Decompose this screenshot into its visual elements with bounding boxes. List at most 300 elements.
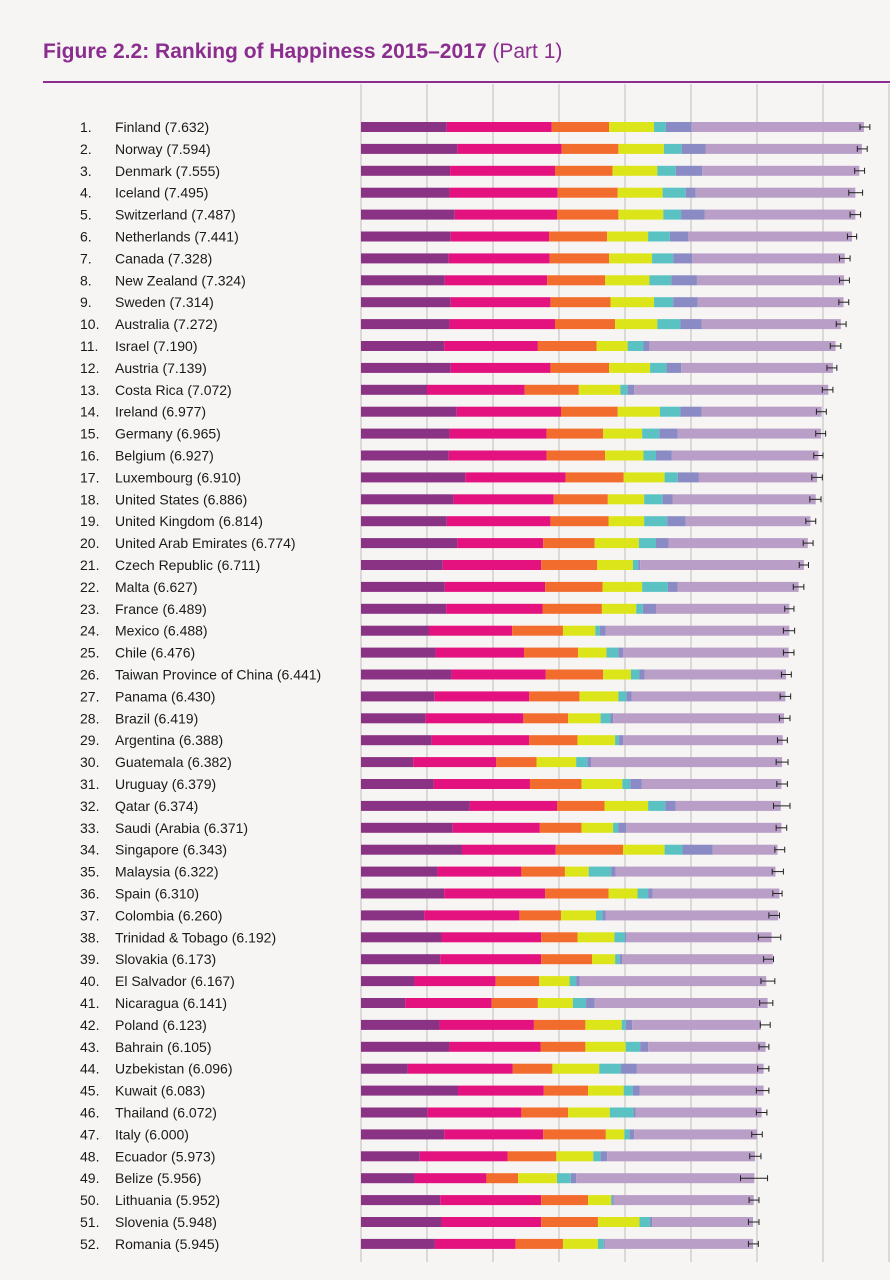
bar-segment — [538, 341, 597, 351]
bar-segment — [667, 363, 682, 373]
bar-segment — [541, 1217, 598, 1227]
bar-segment — [577, 735, 615, 745]
title-main: Figure 2.2: Ranking of Happiness 2015–2017 — [43, 40, 487, 63]
bar-segment — [628, 341, 644, 351]
bar-segment — [599, 1064, 621, 1074]
row-rank: 35. — [80, 863, 100, 880]
bar-segment — [630, 1129, 635, 1139]
bar-segment — [650, 1217, 652, 1227]
bar-segment — [438, 867, 522, 877]
bar-segment — [361, 232, 451, 242]
bar-segment — [541, 932, 577, 942]
bar-segment — [593, 1151, 600, 1161]
bar-segment — [361, 757, 413, 767]
bar-segment — [659, 429, 677, 439]
bar-segment — [529, 735, 577, 745]
bar-segment — [546, 429, 603, 439]
row-country-label: Argentina (6.388) — [115, 732, 224, 749]
bar-segment — [557, 210, 618, 220]
bar-segment — [636, 604, 643, 614]
bar-segment — [622, 1020, 626, 1030]
bar-segment — [657, 319, 680, 329]
bar-segment — [603, 910, 606, 920]
bar-segment — [633, 560, 638, 570]
bar-segment — [568, 1108, 610, 1118]
bar-row — [361, 1173, 754, 1183]
bar-segment — [610, 713, 613, 723]
bar-segment — [624, 1129, 629, 1139]
bar-row — [361, 889, 779, 899]
bar-segment — [606, 1129, 624, 1139]
bar-segment — [607, 232, 648, 242]
bar-segment — [673, 494, 816, 504]
row-rank: 33. — [80, 819, 100, 836]
bar-segment — [361, 670, 451, 680]
bar-segment — [361, 1020, 440, 1030]
bar-segment — [465, 472, 565, 482]
bar-segment — [457, 538, 543, 548]
bar-segment — [546, 670, 603, 680]
bar-segment — [449, 1042, 540, 1052]
bar-segment — [669, 538, 808, 548]
bar-segment — [361, 275, 445, 285]
bar-segment — [429, 626, 512, 636]
error-bars — [741, 124, 870, 1247]
bar-segment — [457, 144, 561, 154]
bar-row — [361, 319, 841, 329]
bar-segment — [450, 166, 555, 176]
bar-segment — [620, 954, 623, 964]
bar-segment — [644, 494, 662, 504]
bar-segment — [706, 144, 862, 154]
bar-segment — [440, 1020, 534, 1030]
bar-segment — [451, 670, 545, 680]
row-country-label: Italy (6.000) — [115, 1126, 189, 1143]
row-country-label: United Arab Emirates (6.774) — [115, 535, 296, 552]
bar-segment — [361, 626, 429, 636]
bar-segment — [630, 779, 641, 789]
bar-segment — [592, 954, 615, 964]
bar-segment — [541, 954, 592, 964]
bar-segment — [558, 188, 618, 198]
bar-segment — [587, 757, 591, 767]
bar-segment — [521, 867, 565, 877]
bar-segment — [361, 560, 443, 570]
bar-segment — [576, 1173, 754, 1183]
bar-segment — [603, 670, 631, 680]
bar-segment — [626, 932, 771, 942]
bar-segment — [607, 1151, 755, 1161]
bar-segment — [361, 144, 457, 154]
row-country-label: Finland (7.632) — [115, 119, 210, 135]
bar-segment — [628, 385, 635, 395]
bar-row — [361, 232, 852, 242]
bar-segment — [361, 1217, 442, 1227]
bar-segment — [585, 1020, 621, 1030]
bar-segment — [361, 1042, 449, 1052]
bar-segment — [667, 516, 685, 526]
bar-segment — [624, 472, 665, 482]
bar-segment — [444, 1129, 543, 1139]
row-country-label: Czech Republic (6.711) — [115, 557, 261, 573]
bar-segment — [361, 604, 446, 614]
bar-segment — [631, 670, 640, 680]
bar-segment — [579, 976, 766, 986]
bar-segment — [678, 429, 821, 439]
bar-segment — [486, 1173, 518, 1183]
bar-segment — [650, 363, 667, 373]
bar-segment — [523, 713, 568, 723]
bar-row — [361, 670, 786, 680]
row-country-label: Ireland (6.977) — [115, 403, 207, 420]
bar-row — [361, 757, 782, 767]
bar-segment — [623, 648, 789, 658]
row-rank: 11. — [80, 338, 99, 354]
bar-segment — [682, 845, 712, 855]
row-rank: 29. — [80, 732, 100, 749]
bar-segment — [570, 976, 577, 986]
bar-segment — [588, 1086, 624, 1096]
row-rank: 32. — [80, 797, 100, 814]
bar-segment — [640, 1217, 651, 1227]
bar-segment — [578, 648, 606, 658]
row-rank: 22. — [80, 578, 100, 595]
bar-segment — [652, 253, 673, 263]
bar-segment — [451, 232, 549, 242]
row-rank: 43. — [80, 1038, 100, 1055]
bar-segment — [697, 275, 844, 285]
bar-segment — [424, 910, 519, 920]
bar-segment — [612, 166, 657, 176]
bar-segment — [634, 1108, 636, 1118]
bar-segment — [654, 122, 666, 132]
bar-segment — [361, 735, 432, 745]
bar-segment — [618, 188, 663, 198]
bar-row — [361, 823, 781, 833]
bar-segment — [618, 691, 626, 701]
bar-segment — [615, 319, 657, 329]
bar-segment — [686, 188, 696, 198]
bar-segment — [561, 407, 618, 417]
row-country-label: Taiwan Province of China (6.441) — [115, 666, 322, 683]
bar-segment — [557, 1173, 571, 1183]
bar-row — [361, 648, 789, 658]
bar-segment — [541, 1042, 586, 1052]
bar-segment — [444, 889, 545, 899]
row-rank: 45. — [80, 1082, 100, 1099]
row-country-label: France (6.489) — [115, 600, 207, 617]
bar-segment — [547, 275, 605, 285]
bar-segment — [449, 188, 557, 198]
bar-segment — [614, 932, 625, 942]
bar-segment — [540, 823, 582, 833]
row-rank: 39. — [80, 951, 100, 968]
bar-segment — [606, 910, 778, 920]
bar-row — [361, 560, 804, 570]
bar-row — [361, 801, 781, 811]
row-rank: 12. — [80, 359, 100, 376]
row-country-label: New Zealand (7.324) — [115, 272, 246, 289]
bar-segment — [530, 779, 581, 789]
bar-segment — [620, 385, 627, 395]
row-rank: 15. — [80, 425, 100, 442]
bar-segment — [361, 954, 440, 964]
bar-segment — [609, 363, 650, 373]
bar-segment — [361, 385, 427, 395]
bar-row — [361, 472, 817, 482]
bar-segment — [678, 582, 799, 592]
bar-segment — [702, 319, 841, 329]
row-country-label: Uruguay (6.379) — [115, 776, 217, 792]
bar-segment — [446, 604, 542, 614]
bar-segment — [632, 1020, 761, 1030]
row-country-label: Luxembourg (6.910) — [115, 469, 242, 486]
bar-segment — [543, 604, 602, 614]
bar-row — [361, 845, 777, 855]
bar-segment — [609, 516, 645, 526]
bar-segment — [361, 188, 449, 198]
bar-segment — [550, 297, 610, 307]
bar-segment — [496, 976, 540, 986]
row-country-label: Ecuador (5.973) — [115, 1148, 216, 1165]
bar-segment — [519, 910, 561, 920]
bar-row — [361, 626, 789, 636]
bar-segment — [682, 144, 706, 154]
bar-segment — [361, 801, 470, 811]
bar-segment — [603, 429, 642, 439]
bar-segment — [544, 1086, 588, 1096]
row-rank: 31. — [80, 776, 100, 792]
error-bar — [760, 1022, 770, 1028]
bar-segment — [678, 472, 699, 482]
bar-row — [361, 998, 768, 1008]
bar-segment — [637, 1064, 764, 1074]
bar-segment — [361, 122, 447, 132]
row-rank: 6. — [80, 228, 92, 245]
bar-segment — [596, 910, 603, 920]
bar-segment — [361, 648, 436, 658]
bar-row — [361, 297, 843, 307]
title-part: (Part 1) — [492, 40, 563, 63]
bar-segment — [462, 845, 556, 855]
bar-segment — [615, 735, 619, 745]
bar-row — [361, 779, 781, 789]
bar-row — [361, 275, 844, 285]
bar-segment — [561, 910, 596, 920]
row-country-label: Netherlands (7.441) — [115, 228, 239, 245]
row-rank: 5. — [80, 206, 92, 223]
bar-segment — [361, 998, 405, 1008]
bar-segment — [566, 472, 624, 482]
bar-segment — [361, 582, 445, 592]
bar-segment — [361, 166, 450, 176]
bar-segment — [598, 1239, 604, 1249]
bar-segment — [634, 1129, 757, 1139]
row-rank: 50. — [80, 1192, 100, 1209]
bar-segment — [623, 845, 665, 855]
row-rank: 4. — [80, 184, 92, 201]
row-rank: 9. — [80, 294, 92, 311]
bar-segment — [605, 1239, 754, 1249]
bar-segment — [447, 122, 552, 132]
bar-segment — [626, 691, 631, 701]
bar-segment — [588, 1195, 611, 1205]
bar-row — [361, 604, 789, 614]
bar-segment — [545, 889, 608, 899]
row-country-label: Colombia (6.260) — [115, 907, 223, 924]
bar-segment — [626, 823, 781, 833]
bar-segment — [361, 1086, 458, 1096]
bar-row — [361, 538, 808, 548]
row-country-label: El Salvador (6.167) — [115, 973, 235, 990]
bar-row — [361, 122, 864, 132]
bar-segment — [442, 1217, 542, 1227]
bar-segment — [361, 1129, 444, 1139]
row-country-label: Malaysia (6.322) — [115, 863, 219, 880]
bar-segment — [656, 538, 669, 548]
row-rank: 16. — [80, 447, 100, 464]
bar-row — [361, 1195, 754, 1205]
bar-segment — [440, 954, 541, 964]
bar-segment — [642, 429, 659, 439]
row-country-label: Bahrain (6.105) — [115, 1038, 212, 1055]
bar-segment — [648, 232, 670, 242]
bar-segment — [626, 1042, 641, 1052]
bar-segment — [657, 166, 675, 176]
row-rank: 52. — [80, 1235, 100, 1252]
bar-segment — [676, 801, 781, 811]
bar-segment — [361, 1108, 428, 1118]
row-rank: 38. — [80, 929, 100, 946]
bar-row — [361, 1151, 755, 1161]
bar-segment — [435, 1239, 516, 1249]
bar-segment — [622, 779, 630, 789]
bar-segment — [606, 626, 789, 636]
row-country-label: Romania (5.945) — [115, 1235, 220, 1252]
bar-segment — [556, 845, 623, 855]
bar-segment — [670, 232, 688, 242]
bar-segment — [361, 472, 465, 482]
bar-segment — [579, 691, 618, 701]
bar-segment — [405, 998, 491, 1008]
row-rank: 47. — [80, 1126, 100, 1143]
bar-row — [361, 713, 784, 723]
bar-segment — [638, 560, 640, 570]
bar-row — [361, 385, 828, 395]
bar-segment — [414, 1173, 486, 1183]
bar-segment — [529, 691, 579, 701]
bar-row — [361, 429, 821, 439]
bar-segment — [563, 1239, 598, 1249]
bar-segment — [656, 604, 789, 614]
bar-segment — [361, 297, 451, 307]
bar-segment — [445, 275, 547, 285]
bar-segment — [451, 297, 551, 307]
bar-segment — [557, 801, 605, 811]
row-rank: 13. — [80, 381, 100, 398]
bar-segment — [692, 253, 844, 263]
bar-segment — [361, 319, 449, 329]
bar-segment — [470, 801, 557, 811]
bar-segment — [618, 407, 660, 417]
bar-segment — [554, 494, 608, 504]
bar-segment — [640, 1042, 648, 1052]
bar-row — [361, 1129, 757, 1139]
bar-segment — [698, 297, 844, 307]
bar-segment — [673, 253, 692, 263]
bar-row — [361, 1239, 753, 1249]
bar-segment — [643, 341, 649, 351]
bar-row — [361, 188, 855, 198]
row-country-label: Australia (7.272) — [115, 316, 218, 333]
bar-segment — [621, 1064, 637, 1074]
bar-segment — [451, 363, 551, 373]
row-rank: 3. — [80, 162, 92, 179]
bar-segment — [671, 275, 697, 285]
row-rank: 36. — [80, 885, 100, 902]
bar-segment — [609, 122, 654, 132]
bar-segment — [680, 319, 701, 329]
bar-segment — [361, 867, 438, 877]
row-rank: 20. — [80, 535, 100, 552]
bar-segment — [546, 451, 605, 461]
bar-segment — [618, 210, 663, 220]
bar-row — [361, 494, 816, 504]
bar-segment — [645, 670, 786, 680]
bar-segment — [541, 1195, 588, 1205]
row-rank: 26. — [80, 666, 100, 683]
bar-segment — [543, 538, 594, 548]
bar-segment — [444, 341, 538, 351]
bar-segment — [603, 582, 643, 592]
bar-segment — [361, 538, 457, 548]
row-country-label: Panama (6.430) — [115, 688, 216, 705]
bar-segment — [608, 494, 644, 504]
bar-segment — [361, 713, 426, 723]
bar-segment — [445, 582, 545, 592]
row-country-label: Brazil (6.419) — [115, 710, 199, 727]
bar-segment — [607, 648, 619, 658]
bar-segment — [624, 1086, 633, 1096]
bar-segment — [681, 363, 833, 373]
bar-segment — [563, 626, 595, 636]
bar-segment — [555, 319, 615, 329]
bar-segment — [428, 1108, 522, 1118]
row-country-label: Norway (7.594) — [115, 140, 211, 157]
row-country-label: Spain (6.310) — [115, 885, 200, 902]
bar-segment — [525, 385, 579, 395]
bar-segment — [649, 275, 671, 285]
bar-segment — [453, 494, 553, 504]
bar-row — [361, 976, 766, 986]
row-rank: 25. — [80, 644, 100, 661]
bar-segment — [577, 932, 614, 942]
bar-segment — [597, 341, 628, 351]
bar-segment — [361, 363, 451, 373]
bar-segment — [585, 1042, 625, 1052]
row-country-label: Costa Rica (7.072) — [115, 381, 232, 398]
bar-segment — [639, 538, 656, 548]
bar-segment — [672, 451, 819, 461]
bar-segment — [601, 1151, 608, 1161]
bar-segment — [538, 998, 573, 1008]
bar-segment — [600, 626, 606, 636]
bar-segment — [634, 385, 828, 395]
bar-segment — [618, 648, 623, 658]
bar-segment — [686, 516, 811, 526]
bar-segment — [361, 1173, 414, 1183]
row-country-label: Poland (6.123) — [115, 1016, 207, 1033]
